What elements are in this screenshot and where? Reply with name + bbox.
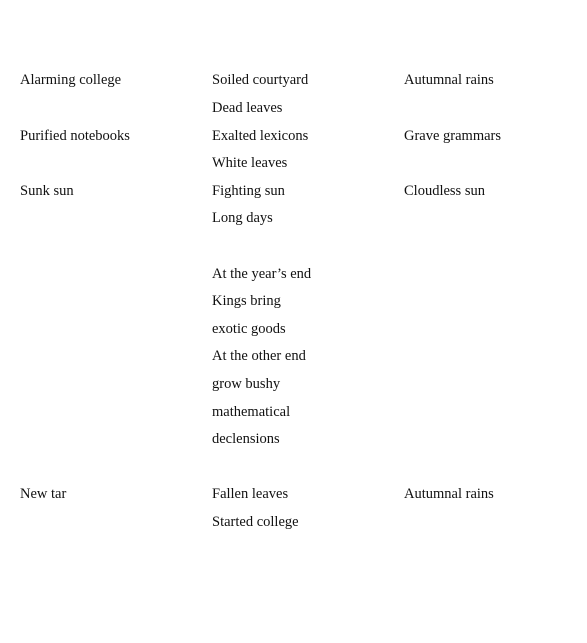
- poem-line: At the year’s end: [212, 266, 312, 282]
- poem-line: Fighting sun: [212, 183, 285, 199]
- poem-line: Started college: [212, 514, 299, 530]
- poem-line: Grave grammars: [404, 128, 502, 144]
- poem-line: declensions: [212, 431, 280, 447]
- poem-line: grow bushy: [212, 376, 281, 392]
- poem-line: mathematical: [212, 404, 291, 420]
- poem-line: Autumnal rains: [404, 486, 494, 502]
- poem-line: White leaves: [212, 155, 288, 171]
- poem-line: Kings bring: [212, 293, 281, 309]
- poem-line: Long days: [212, 210, 273, 226]
- poem-line: Fallen leaves: [212, 486, 289, 502]
- poem-line: Alarming college: [20, 72, 122, 88]
- poem-line: Autumnal rains: [404, 72, 494, 88]
- poem-line: New tar: [20, 486, 67, 502]
- poem-line: exotic goods: [212, 321, 286, 337]
- poem-line: Exalted lexicons: [212, 128, 309, 144]
- poem-line: Soiled courtyard: [212, 72, 309, 88]
- poem-line: Purified notebooks: [20, 128, 130, 144]
- poem-line: At the other end: [212, 348, 306, 364]
- poem-line: Sunk sun: [20, 183, 74, 199]
- poem-line: Cloudless sun: [404, 183, 485, 199]
- poem-line: Dead leaves: [212, 100, 283, 116]
